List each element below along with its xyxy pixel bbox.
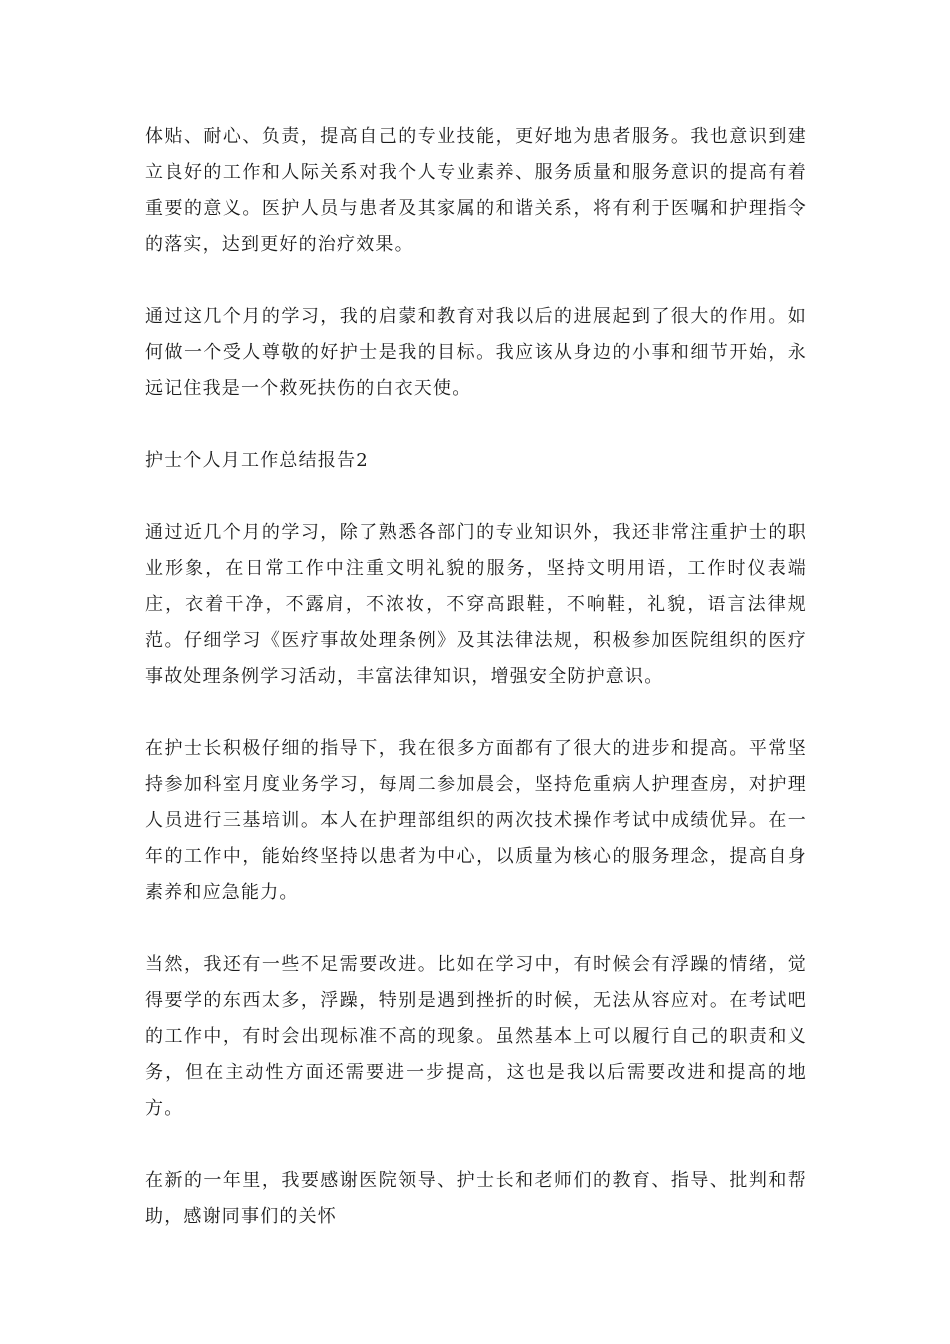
paragraph-1: 体贴、耐心、负责，提高自己的专业技能，更好地为患者服务。我也意识到建立良好的工作和人际关系对我个人专业素养、服务质量和服务意识的提高有着重要的意义。医护人员与患者及其家属的和谐关系，将有利于医嘱和护理指令的落实，达到更好的治疗效果。: [145, 126, 807, 255]
section-paragraph-1: 通过近几个月的学习，除了熟悉各部门的专业知识外，我还非常注重护士的职业形象，在日常工作中注重文明礼貌的服务，坚持文明用语，工作时仪表端庄，衣着干净，不露肩，不浓妆，不穿高跟鞋，不响鞋，礼貌，语言法律规范。仔细学习《医疗事故处理条例》及其法律法规，积极参加医院组织的医疗事故处理条例学习活动，丰富法律知识，增强安全防护意识。: [145, 522, 807, 687]
section-title: 护士个人月工作总结报告2: [145, 450, 369, 471]
section-paragraph-3: 当然，我还有一些不足需要改进。比如在学习中，有时候会有浮躁的情绪，觉得要学的东西太多，浮躁，特别是遇到挫折的时候，无法从容应对。在考试吧的工作中，有时会出现标准不高的现象。虽然基本上可以履行自己的职责和义务，但在主动性方面还需要进一步提高，这也是我以后需要改进和提高的地方。: [145, 954, 807, 1119]
document-body: [145, 119, 807, 1271]
paragraph-2: 通过这几个月的学习，我的启蒙和教育对我以后的进展起到了很大的作用。如何做一个受人尊敬的好护士是我的目标。我应该从身边的小事和细节开始，永远记住我是一个救死扶伤的白衣天使。: [145, 306, 807, 399]
section-paragraph-2: 在护士长积极仔细的指导下，我在很多方面都有了很大的进步和提高。平常坚持参加科室月度业务学习，每周二参加晨会，坚持危重病人护理查房，对护理人员进行三基培训。本人在护理部组织的两次技术操作考试中成绩优异。在一年的工作中，能始终坚持以患者为中心，以质量为核心的服务理念，提高自身素养和应急能力。: [145, 738, 807, 903]
section-paragraph-4: 在新的一年里，我要感谢医院领导、护士长和老师们的教育、指导、批判和帮助，感谢同事们的关怀: [145, 1170, 807, 1227]
